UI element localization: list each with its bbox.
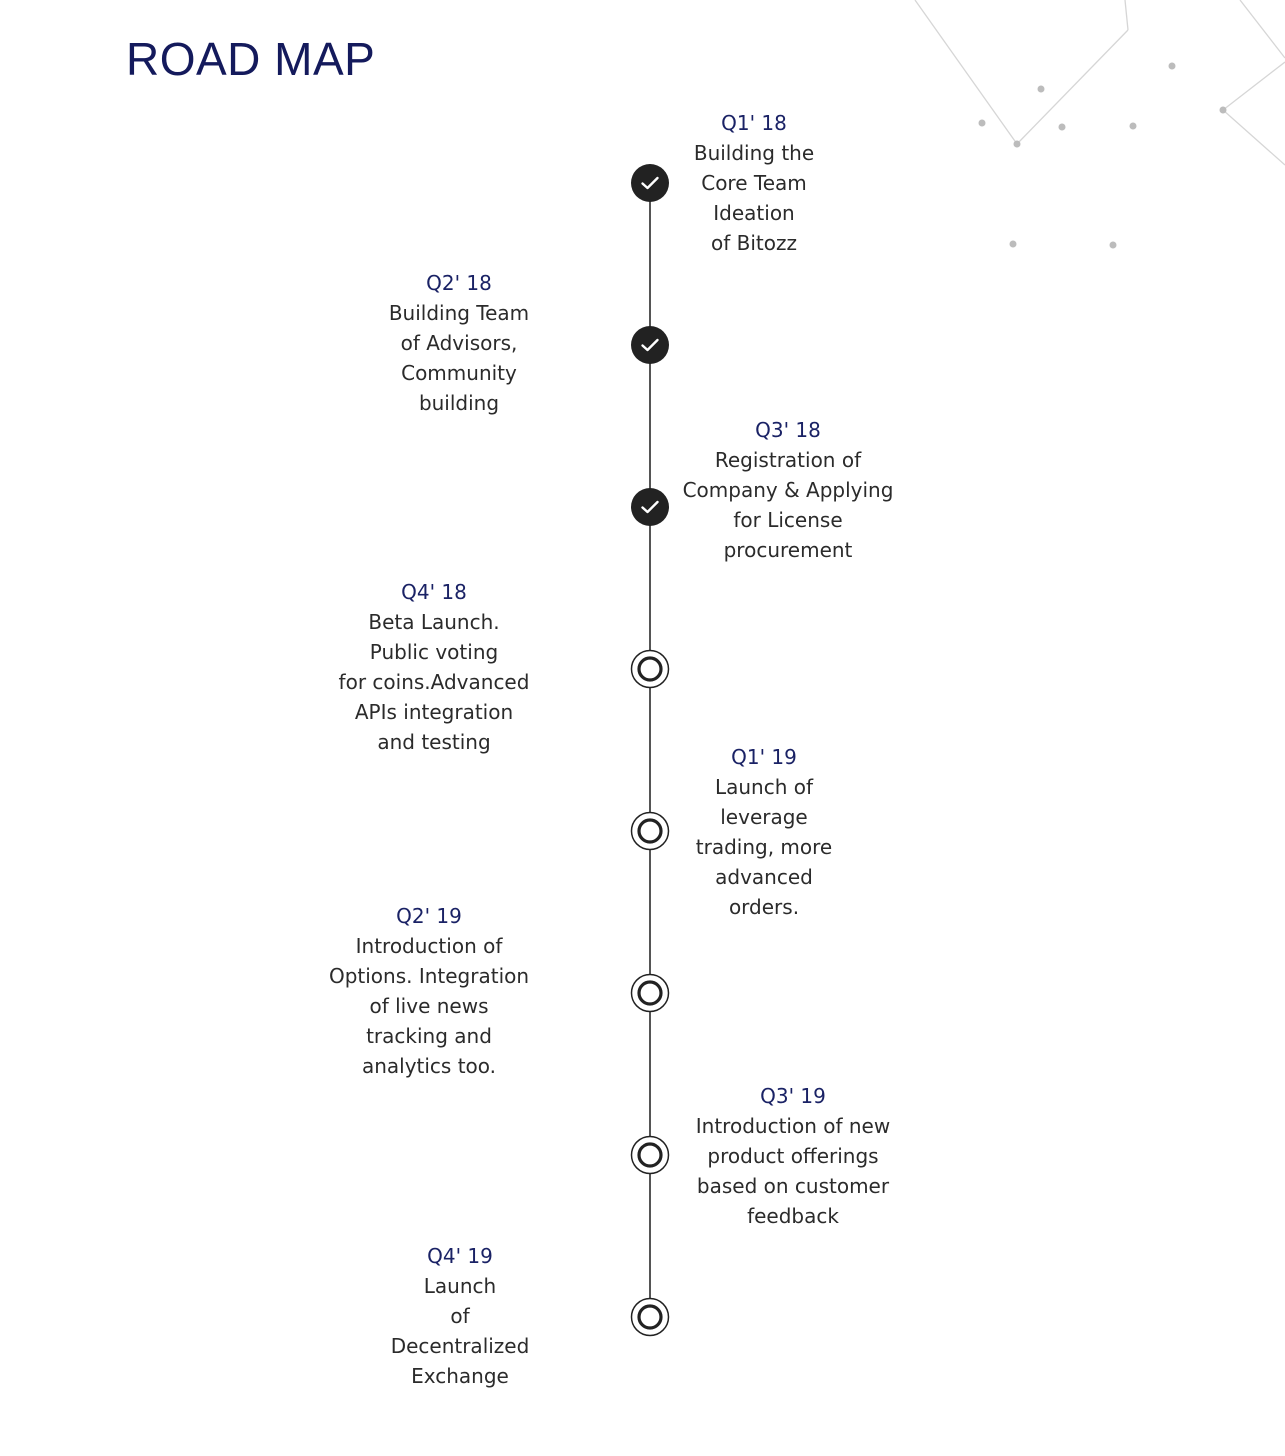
milestone-description-line: of live news — [369, 994, 489, 1018]
milestone-description-line: analytics too. — [361, 1054, 497, 1078]
milestone-quarter: Q3' 18 — [755, 418, 821, 442]
milestone-quarter: Q1' 18 — [721, 111, 787, 135]
milestone-description-line: of Bitozz — [711, 231, 797, 255]
milestone-description-line: Beta Launch. — [368, 610, 500, 634]
network-decoration — [900, 0, 1285, 270]
milestone-description-line: Building Team — [388, 301, 530, 325]
milestone-description-line: Launch of — [714, 775, 814, 799]
milestone-pending-circle-icon — [630, 973, 670, 1013]
milestone-completed-check-icon — [630, 325, 670, 365]
milestone-description-line: Building the — [693, 141, 815, 165]
milestone-description-line: orders. — [728, 895, 800, 919]
milestone-description-line: of Advisors, — [400, 331, 518, 355]
milestone-description-line: procurement — [723, 538, 853, 562]
milestone-quarter: Q4' 19 — [427, 1244, 493, 1268]
milestone-description-line: Introduction of new — [695, 1114, 891, 1138]
milestone-description-line: Company & Applying — [682, 478, 894, 502]
milestone-description-line: of — [450, 1304, 470, 1328]
milestone-quarter: Q3' 19 — [760, 1084, 826, 1108]
milestone-quarter: Q4' 18 — [401, 580, 467, 604]
milestone-description-line: and testing — [377, 730, 491, 754]
milestone-quarter: Q2' 19 — [396, 904, 462, 928]
milestone-entry — [624, 108, 884, 258]
milestone-description-line: advanced — [715, 865, 813, 889]
milestone-description-line: Core Team — [701, 171, 807, 195]
milestone-entry — [329, 268, 589, 418]
milestone-description-line: tracking and — [366, 1024, 492, 1048]
milestone-description-line: building — [418, 391, 500, 415]
milestone-description-line: Registration of — [714, 448, 862, 472]
milestone-entry — [330, 1241, 590, 1391]
milestone-description-line: leverage — [720, 805, 808, 829]
milestone-description-line: Options. Integration — [328, 964, 530, 988]
milestone-description-line: Public voting — [369, 640, 499, 664]
milestone-entry — [304, 577, 564, 757]
milestone-description-line: trading, more — [695, 835, 833, 859]
milestone-description-line: Ideation — [713, 201, 795, 225]
milestone-entry — [658, 415, 918, 565]
page-title: ROAD MAP — [126, 33, 376, 85]
milestone-description-line: product offerings — [707, 1144, 879, 1168]
milestone-description-line: for License — [733, 508, 843, 532]
milestone-quarter: Q1' 19 — [731, 745, 797, 769]
milestone-description-line: based on customer — [696, 1174, 890, 1198]
milestone-description-line: Exchange — [411, 1364, 509, 1388]
milestone-entry — [663, 1081, 923, 1231]
milestone-pending-circle-icon — [630, 649, 670, 689]
milestone-entry — [634, 742, 894, 922]
milestone-pending-circle-icon — [630, 1297, 670, 1337]
milestone-description-line: for coins.Advanced — [338, 670, 530, 694]
milestone-description-line: feedback — [747, 1204, 839, 1228]
milestone-description-line: Introduction of — [355, 934, 503, 958]
milestone-quarter: Q2' 18 — [426, 271, 492, 295]
milestone-entry — [299, 901, 559, 1081]
milestone-description-line: Community — [401, 361, 517, 385]
milestone-description-line: Launch — [423, 1274, 497, 1298]
milestone-description-line: APIs integration — [354, 700, 514, 724]
milestone-description-line: Decentralized — [390, 1334, 530, 1358]
